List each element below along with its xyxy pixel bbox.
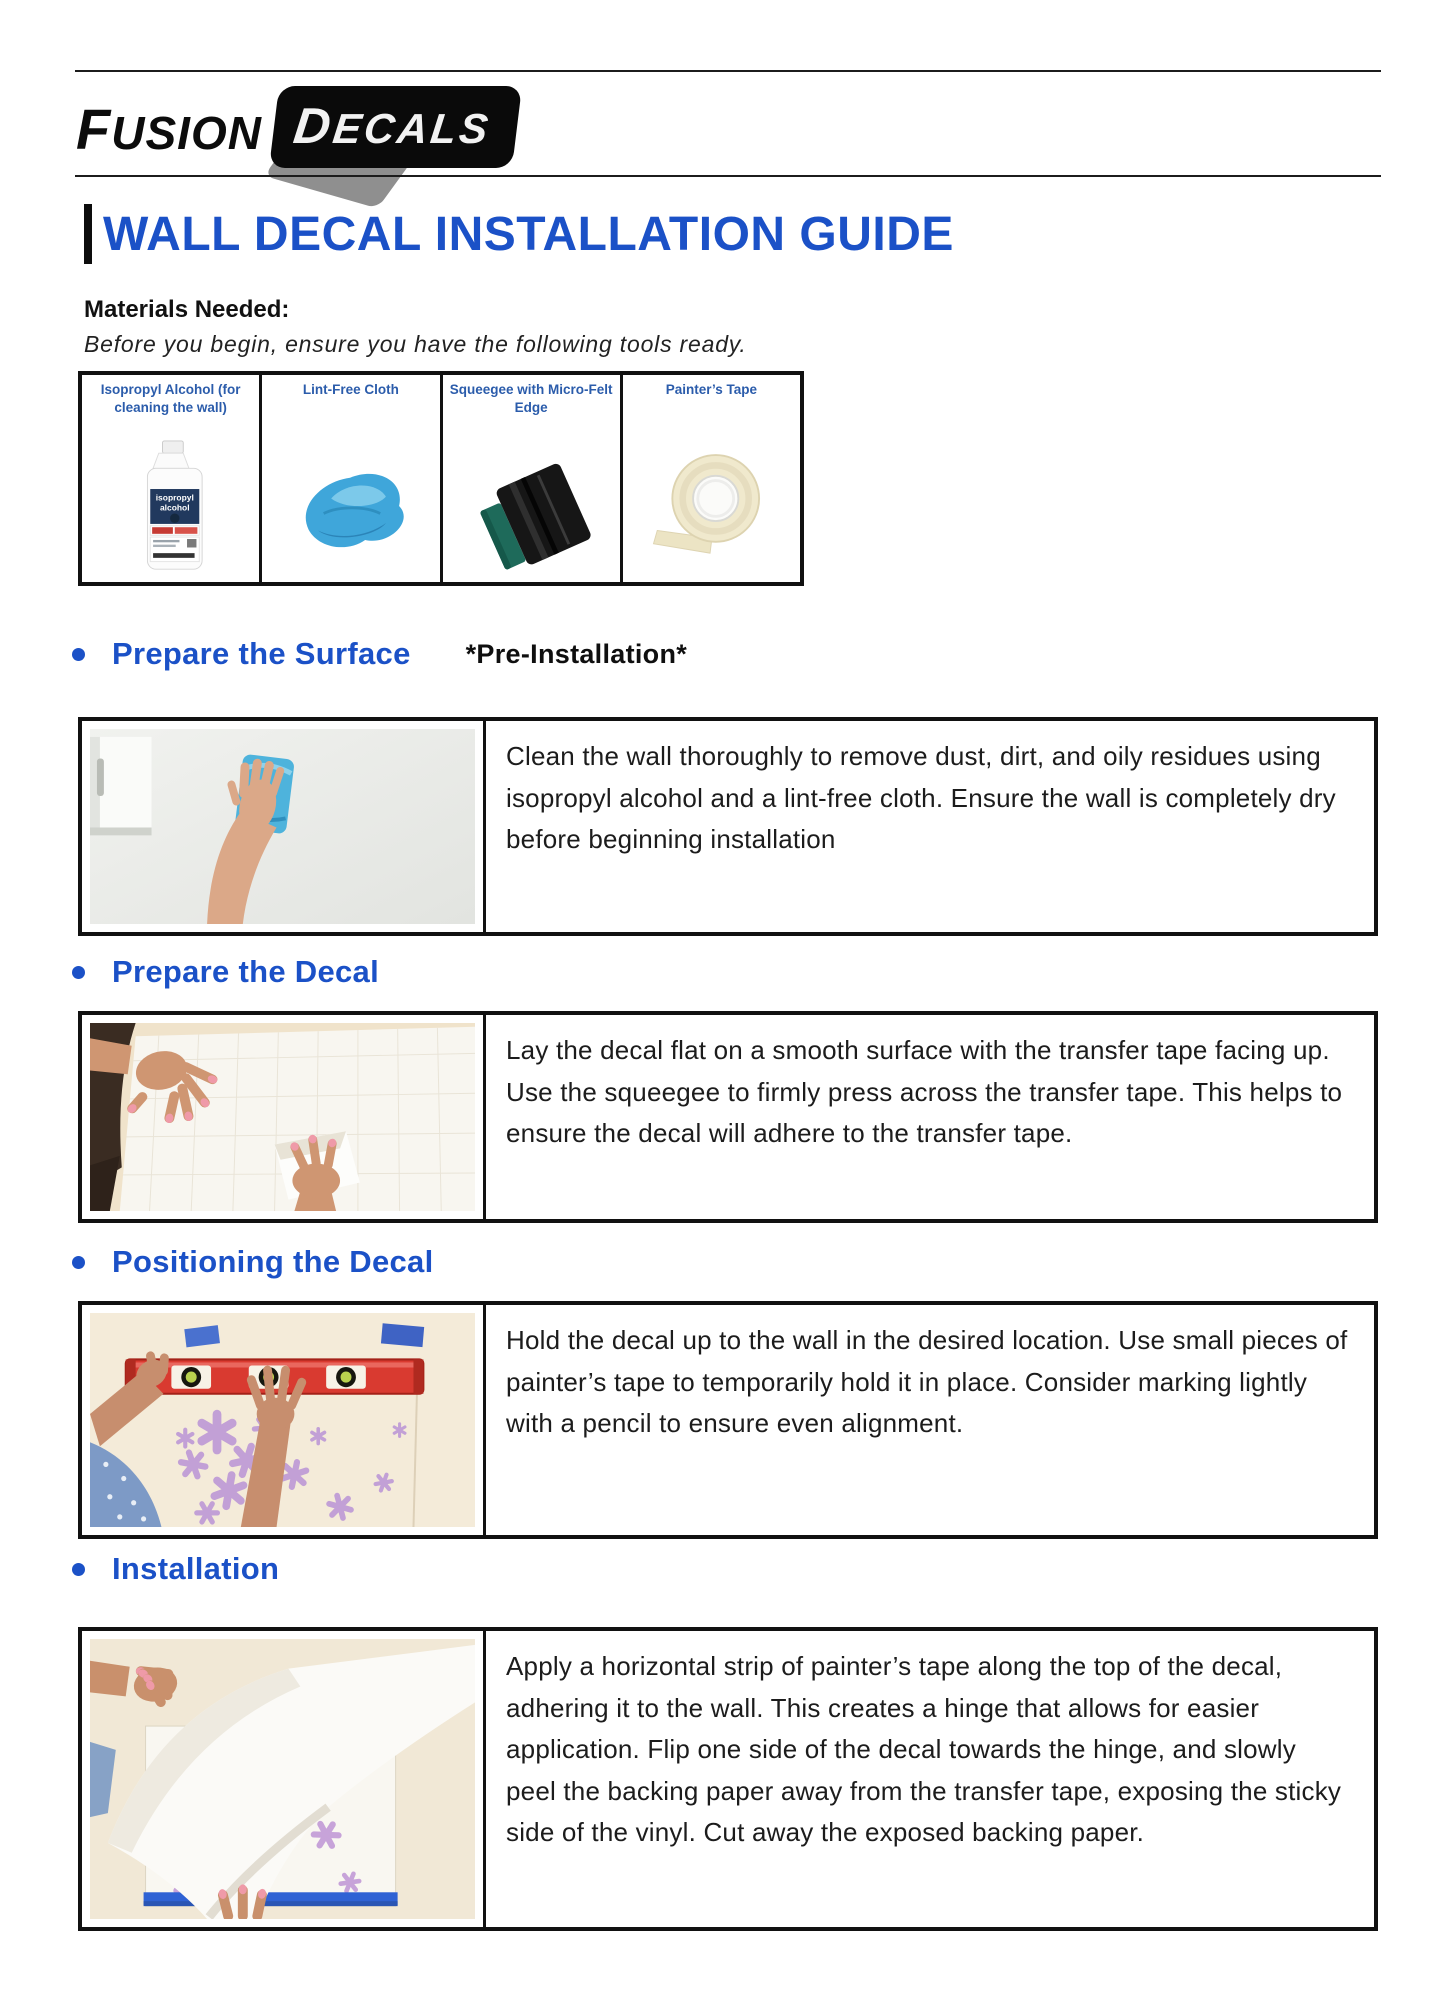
title-row	[84, 204, 954, 264]
step-instruction-text: Lay the decal flat on a smooth surface with the transfer tape facing up. Use the squeegee to firmly press across the transfer tape. This helps to ensure the decal will adhere to the transfer tape.	[506, 1035, 1343, 1149]
material-cell-painters-tape	[623, 375, 800, 582]
header-divider-line	[75, 175, 1381, 177]
logo-decals-text: DECALS	[269, 86, 522, 168]
felt-edge-squeegee-icon	[448, 433, 615, 578]
section-title: Prepare the Surface	[112, 636, 411, 671]
step-instruction-text: Clean the wall thoroughly to remove dust, dirt, and oily residues using isopropyl alcohol and a lint-free cloth. Ensure the wall is completely dry before beginning installation	[506, 741, 1336, 855]
top-divider-line	[75, 70, 1381, 72]
step-instruction-text: Apply a horizontal strip of painter’s tape along the top of the decal, adhering it to the wall. This creates a hinge that allows for easier application. Flip one side of the decal towards the hinge, and slowly peel the backing paper away from the transfer tape, exposing the sticky side of the vinyl. Cut away the exposed backing paper.	[506, 1651, 1342, 1848]
bullet-icon	[72, 966, 85, 979]
materials-table	[78, 371, 804, 586]
bullet-icon	[72, 1563, 85, 1576]
isopropyl-alcohol-bottle-icon	[87, 433, 254, 578]
section-heading-prepare-decal	[72, 954, 379, 990]
material-label: Lint-Free Cloth	[302, 382, 399, 397]
section-heading-installation	[72, 1551, 279, 1587]
bottle-label-line2: alcohol	[159, 502, 190, 513]
step-row-prepare-decal	[78, 1011, 1378, 1223]
fusion-decals-logo	[76, 86, 517, 168]
bullet-icon	[72, 648, 85, 661]
bullet-icon	[72, 1256, 85, 1269]
leveling-decal-photo	[82, 1305, 486, 1535]
material-label: Squeegee with Micro-Felt Edge	[449, 382, 613, 415]
step-instruction-text: Hold the decal up to the wall in the desired location. Use small pieces of painter’s tape to temporarily hold it in place. Consider marking lightly with a pencil to ensure even alignment.	[506, 1325, 1348, 1439]
material-label: Isopropyl Alcohol (for cleaning the wall)	[100, 382, 241, 415]
material-cell-isopropyl-alcohol	[82, 375, 262, 582]
lint-free-cloth-icon	[267, 433, 434, 578]
materials-subheading: Before you begin, ensure you have the following tools ready.	[84, 331, 747, 357]
painters-tape-roll-icon	[628, 433, 795, 578]
section-title: Prepare the Decal	[112, 954, 380, 989]
material-label: Painter’s Tape	[665, 382, 758, 397]
logo-badge	[274, 86, 517, 168]
materials-heading: Materials Needed:	[84, 296, 290, 323]
peeling-backing-paper-photo	[82, 1631, 486, 1927]
material-cell-lint-free-cloth	[262, 375, 442, 582]
step-row-installation	[78, 1627, 1378, 1931]
step-row-positioning-decal	[78, 1301, 1378, 1539]
material-cell-squeegee	[443, 375, 623, 582]
section-heading-prepare-surface	[72, 636, 687, 672]
section-note: *Pre-Installation*	[465, 638, 688, 669]
step-row-prepare-surface	[78, 717, 1378, 936]
bottle-label-line1: isopropyl	[155, 491, 194, 502]
title-accent-bar	[84, 204, 92, 264]
page-title: WALL DECAL INSTALLATION GUIDE	[103, 207, 954, 261]
pressing-transfer-tape-photo	[82, 1015, 486, 1219]
logo-fusion-text: FUSION	[76, 98, 262, 161]
section-title: Installation	[112, 1551, 280, 1586]
section-heading-positioning-decal	[72, 1244, 434, 1280]
section-title: Positioning the Decal	[112, 1244, 434, 1279]
hand-wiping-wall-photo	[82, 721, 486, 932]
